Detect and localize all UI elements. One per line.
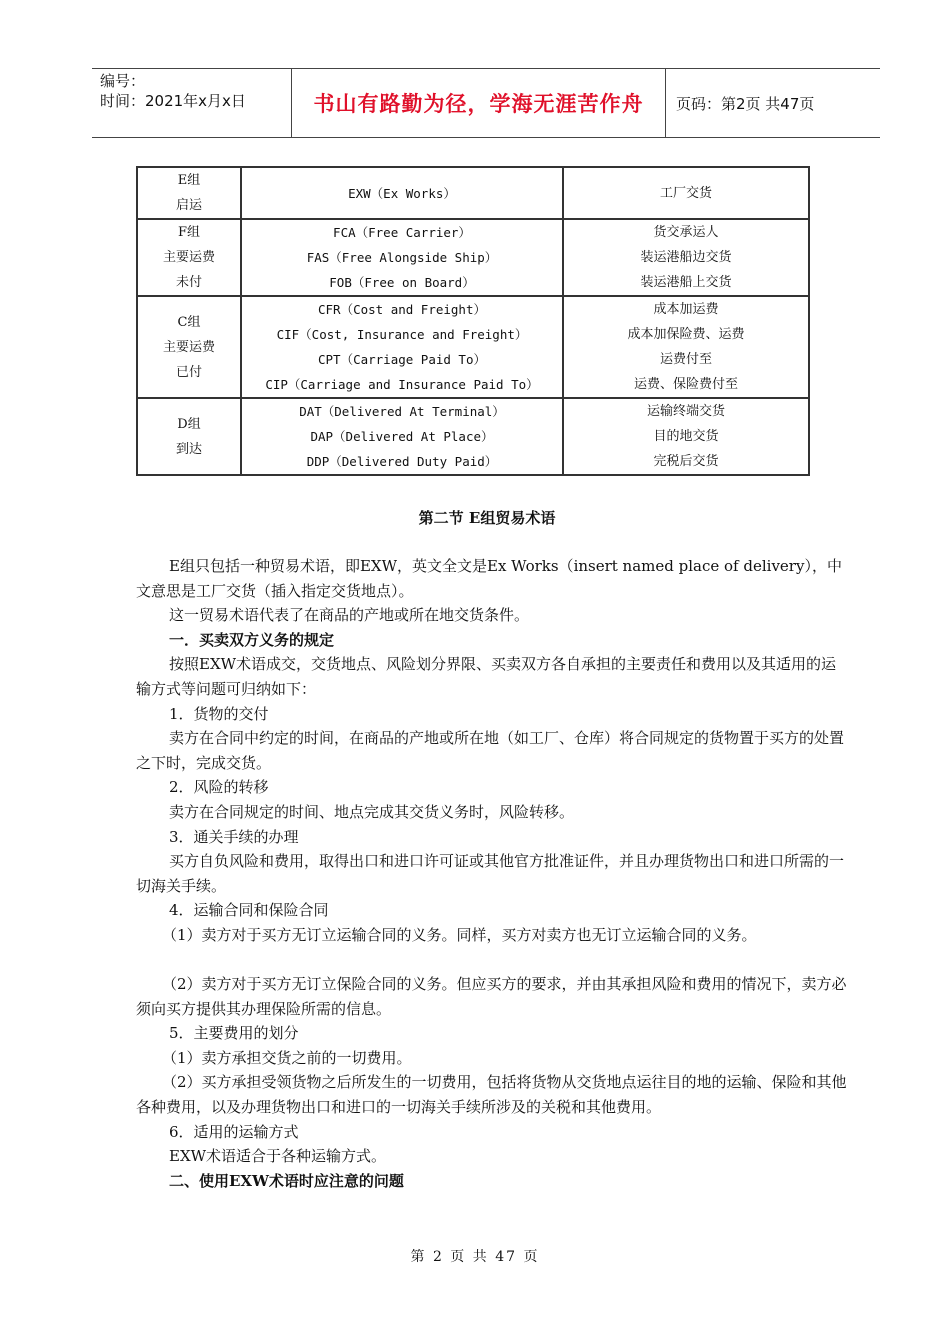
table-row-d: [137, 398, 809, 475]
paragraph: 这一贸易术语代表了在商品的产地或所在地交货条件。: [169, 606, 530, 625]
term-cell: [241, 296, 563, 398]
meaning-line: 运费、保险费付至: [633, 377, 738, 392]
group-line: D组: [177, 416, 201, 432]
meaning-cell: [563, 219, 809, 296]
paragraph: （1）卖方对于买方无订立运输合同的义务。同样，买方对卖方也无订立运输合同的义务。: [162, 925, 757, 944]
list-heading: 2．风险的转移: [169, 778, 269, 797]
paragraph: 按照EXW术语成交，交货地点、风险划分界限、买卖双方各自承担的主要责任和费用以及其适用的运输方式等问题可归纳如下：: [136, 655, 837, 698]
group-cell: [137, 219, 241, 296]
term-cell: [241, 167, 563, 219]
term-line: DAP（Delivered At Place）: [310, 429, 494, 444]
term-line: FOB（Free on Board）: [329, 275, 475, 290]
blank-line: [136, 948, 848, 973]
table-row-c: [137, 296, 809, 398]
number-label: 编号：: [100, 72, 146, 90]
trade-terms-table: [136, 166, 810, 476]
meaning-line: 成本加运费: [653, 302, 719, 317]
paragraph: 买方自负风险和费用，取得出口和进口许可证或其他官方批准证件，并且办理货物出口和进口所需的一切海关手续。: [136, 852, 845, 895]
list-heading: 1．货物的交付: [169, 704, 269, 723]
list-heading: 5．主要费用的划分: [169, 1024, 299, 1043]
list-heading: 3．通关手续的办理: [169, 827, 299, 846]
group-cell: [137, 398, 241, 475]
group-line: 启运: [175, 198, 202, 213]
header-page-info: 页码：第2页 共47页: [676, 94, 815, 113]
paragraph: EXW术语适合于各种运输方式。: [169, 1147, 387, 1166]
meaning-line: 成本加保险费、运费: [627, 327, 745, 342]
term-line: CIP（Carriage and Insurance Paid To）: [265, 377, 539, 392]
group-line: F组: [177, 225, 201, 240]
list-heading: 4．运输合同和保险合同: [169, 901, 329, 920]
term-line: EXW（Ex Works）: [348, 185, 456, 201]
term-cell: [241, 219, 563, 296]
group-cell: [137, 167, 241, 219]
term-line: CIF（Cost, Insurance and Freight）: [276, 327, 528, 342]
group-line: 到达: [175, 441, 202, 457]
page-header: [92, 68, 880, 138]
meaning-line: 工厂交货: [659, 185, 712, 201]
meaning-line: 装运港船边交货: [640, 250, 732, 265]
paragraph: （2）买方承担受领货物之后所发生的一切费用，包括将货物从交货地点运往目的地的运输、保险和其他各种费用，以及办理货物出口和进口的一切海关手续所涉及的关税和其他费用。: [136, 1073, 847, 1117]
header-motto: 书山有路勤为径，学海无涯苦作舟: [292, 69, 666, 137]
group-line: 主要运费: [162, 339, 215, 355]
group-line: C组: [177, 314, 201, 330]
subheading: 一．买卖双方义务的规定: [169, 630, 335, 649]
meaning-line: 目的地交货: [653, 429, 719, 444]
paragraph: 卖方在合同规定的时间、地点完成其交货义务时，风险转移。: [169, 802, 575, 821]
meaning-line: 完税后交货: [653, 454, 719, 469]
body-text: [136, 554, 848, 1193]
paragraph: 卖方在合同中约定的时间，在商品的产地或所在地（如工厂、仓库）将合同规定的货物置于买方的处置之下时，完成交货。: [136, 729, 845, 772]
meaning-cell: [563, 296, 809, 398]
group-line: 未付: [175, 275, 202, 290]
paragraph: E组只包括一种贸易术语，即EXW，英文全文是Ex Works（insert named place of delivery），中文意思是工厂交货（插入指定交货地点）。: [136, 557, 842, 600]
term-line: DDP（Delivered Duty Paid）: [306, 454, 498, 469]
paragraph: （2）卖方对于买方无订立保险合同的义务。但应买方的要求，并由其承担风险和费用的情况下，卖方必须向买方提供其办理保险所需的信息。: [136, 975, 847, 1018]
group-line: 主要运费: [162, 250, 215, 265]
table-row-e: [137, 167, 809, 219]
table-row-f: [137, 219, 809, 296]
term-line: DAT（Delivered At Terminal）: [299, 404, 505, 419]
header-meta: [92, 69, 292, 137]
group-cell: [137, 296, 241, 398]
section-title: 第二节 E组贸易术语: [418, 509, 556, 527]
group-line: E组: [177, 173, 201, 188]
term-line: CPT（Carriage Paid To）: [318, 352, 486, 367]
meaning-line: 运费付至: [659, 352, 712, 367]
paragraph: （1）卖方承担交货之前的一切费用。: [162, 1048, 412, 1067]
meaning-line: 运输终端交货: [646, 404, 725, 419]
meaning-cell: [563, 398, 809, 475]
group-line: 已付: [175, 364, 202, 380]
meaning-cell: [563, 167, 809, 219]
time-label: 时间：2021年x月x日: [100, 92, 246, 110]
meaning-line: 货交承运人: [653, 225, 719, 240]
term-line: FCA（Free Carrier）: [333, 225, 471, 240]
term-line: CFR（Cost and Freight）: [318, 302, 486, 317]
term-line: FAS（Free Alongside Ship）: [306, 250, 498, 265]
page-footer: 第 2 页 共 47 页: [410, 1249, 540, 1265]
subheading: 二、使用EXW术语时应注意的问题: [169, 1171, 404, 1190]
list-heading: 6．适用的运输方式: [169, 1122, 299, 1141]
meaning-line: 装运港船上交货: [640, 275, 732, 290]
term-cell: [241, 398, 563, 475]
